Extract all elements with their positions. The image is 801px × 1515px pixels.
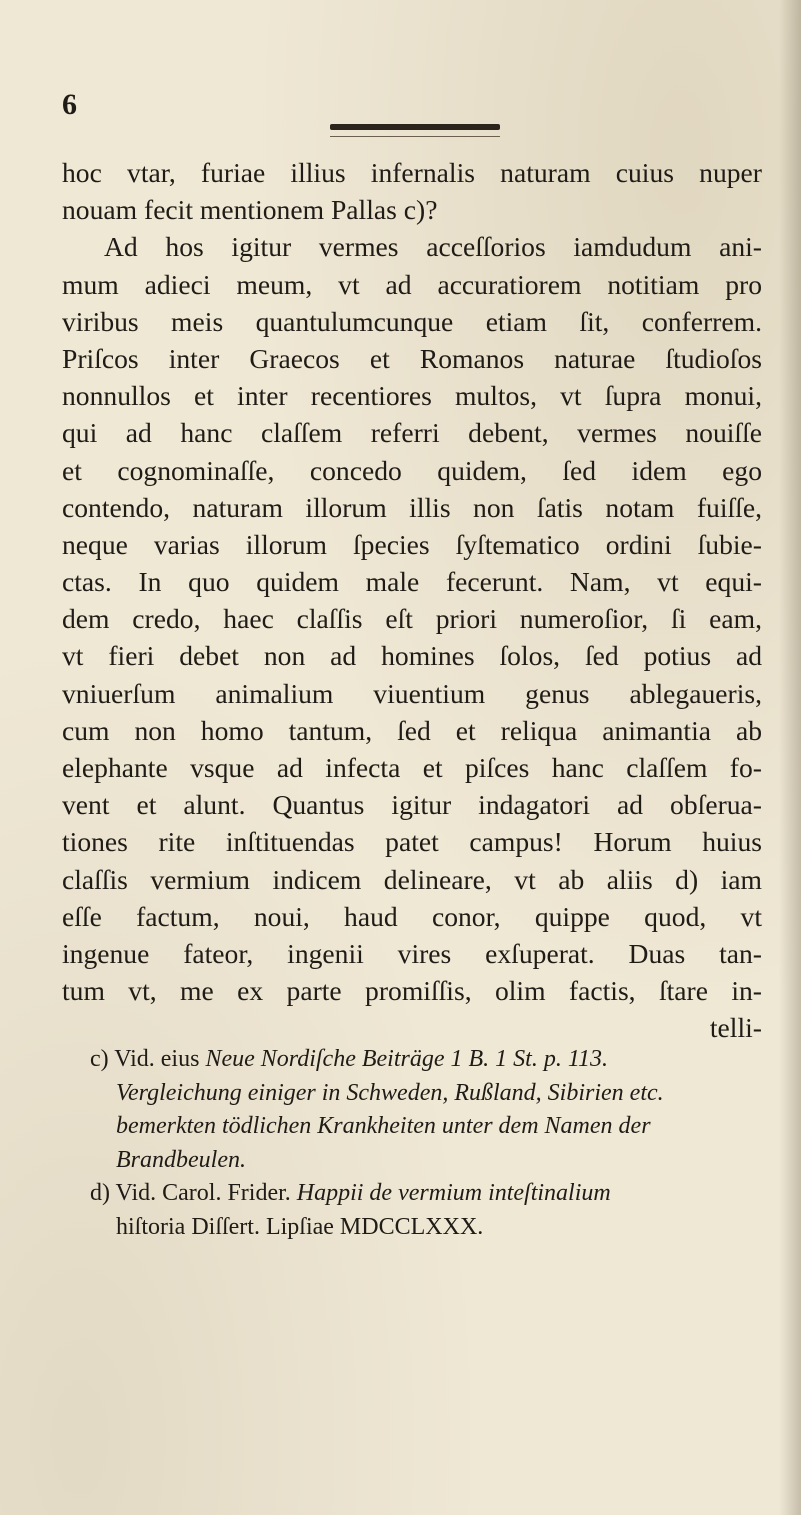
footnote-marker: c) Vid. eius xyxy=(90,1046,200,1072)
footnote-marker: d) Vid. Carol. Frider. xyxy=(90,1180,291,1206)
footnote-line: bemerkten tödlichen Krankheiten unter dem Namen der xyxy=(116,1113,651,1139)
text-line: elephante vsque ad infecta et piſces hanc claſſem fo- xyxy=(62,752,762,783)
text-line: viribus meis quantulumcunque etiam ſit, conferrem. xyxy=(62,305,762,337)
footnote-title: Happii de vermium inteſtinalium xyxy=(296,1180,611,1206)
footnote-d xyxy=(90,1177,762,1211)
footnotes xyxy=(90,1043,762,1244)
text-line: ingenue fateor, ingenii vires exſuperat. Duas tan- xyxy=(62,937,762,969)
catchword: telli- xyxy=(709,1012,762,1044)
text-line: hoc vtar, furiae illius infernalis naturam cuius nuper xyxy=(62,157,762,188)
text-line: contendo, naturam illorum illis non ſatis notam fuiſſe, xyxy=(62,491,762,523)
text-line: cum non homo tantum, ſed et reliqua animantia ab xyxy=(62,714,762,746)
text-line: Ad hos igitur vermes acceſſorios iamdudum ani- xyxy=(104,231,762,263)
footnote-line: Brandbeulen. xyxy=(116,1146,246,1173)
main-text xyxy=(62,154,762,1047)
text-line: vt fieri debet non ad homines ſolos, ſed potius ad xyxy=(62,640,762,672)
page-number: 6 xyxy=(62,88,77,121)
page-gutter-shadow xyxy=(779,0,801,1515)
text-line: dem credo, haec claſſis eſt priori numeroſior, ſi eam, xyxy=(62,603,762,635)
text-line: nonnullos et inter recentiores multos, vt ſupra monui, xyxy=(62,380,762,412)
text-line: mum adieci meum, vt ad accuratiorem notitiam pro xyxy=(62,268,762,300)
header-rule xyxy=(330,124,500,130)
text-line: tum vt, me ex parte promiſſis, olim factis, ſtare in- xyxy=(62,975,762,1007)
text-line: qui ad hanc claſſem referri debent, vermes nouiſſe xyxy=(62,417,762,449)
text-line: neque varias illorum ſpecies ſyſtematico ordini ſubie- xyxy=(62,528,762,560)
text-line: Priſcos inter Graecos et Romanos naturae ſtudioſos xyxy=(62,342,762,374)
text-line: eſſe factum, noui, haud conor, quippe quod, vt xyxy=(62,900,762,932)
text-line: vent et alunt. Quantus igitur indagatori ad obſerua- xyxy=(62,789,762,821)
footnote-c xyxy=(90,1043,762,1077)
text-line: claſſis vermium indicem delineare, vt ab aliis d) iam xyxy=(62,863,762,895)
footnote-title: Neue Nordiſche Beiträge 1 B. 1 St. p. 113. xyxy=(205,1046,609,1072)
footnote-line: Vergleichung einiger in Schweden, Rußland, Sibirien etc. xyxy=(116,1079,664,1106)
text-line: vniuerſum animalium viuentium genus ablegaueris, xyxy=(62,677,762,709)
footnote-line: hiſtoria Diſſert. Lipſiae MDCCLXXX. xyxy=(116,1213,484,1240)
text-line: tiones rite inſtituendas patet campus! Horum huius xyxy=(62,826,762,858)
text-line: et cognominaſſe, concedo quidem, ſed idem ego xyxy=(62,454,762,486)
text-line: nouam fecit mentionem Pallas c)? xyxy=(62,194,438,226)
text-line: ctas. In quo quidem male fecerunt. Nam, vt equi- xyxy=(62,566,762,598)
